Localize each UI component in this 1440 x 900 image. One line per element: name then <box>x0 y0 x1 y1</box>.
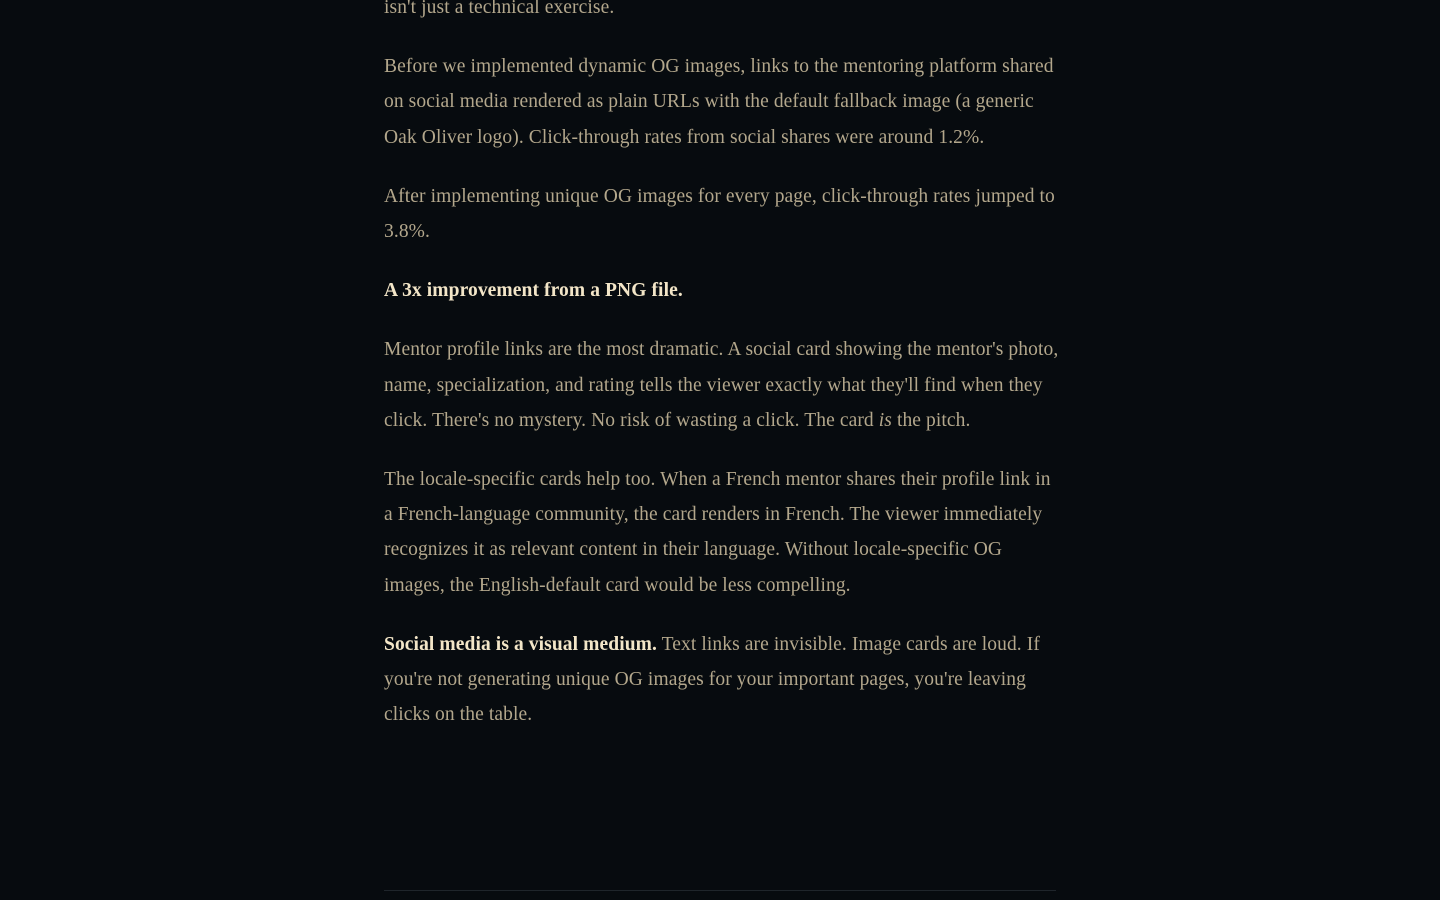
paragraph-locale-cards: The locale-specific cards help too. When a French mentor shares their profile link in a French-language community, the card renders in French. The viewer immediately recognizes it as relevant content in their language. Without locale-specific OG images, the English-default card would be less compelling. <box>384 469 1051 596</box>
mentor-text-end: the pitch. <box>891 409 971 431</box>
paragraph-before-og: Before we implemented dynamic OG images, links to the mentoring platform shared on social media rendered as plain URLs with the default fallback image (a generic Oak Oliver logo). Click-through rates from social shares were around 1.2%. <box>384 56 1054 148</box>
section-divider <box>384 890 1056 891</box>
improvement-bold: A 3x improvement from a PNG file. <box>384 280 683 302</box>
mentor-text-start: Mentor profile links are the most dramatic. A social card showing the mentor's photo, name, specialization, and rating tells the viewer exactly what they'll find when they click. There's no mystery. No risk of wasting a click. The card <box>384 339 1059 431</box>
paragraph-intro-end: isn't just a technical exercise. <box>384 0 615 18</box>
conclusion-bold: Social media is a visual medium. <box>384 633 657 655</box>
paragraph-after-og: After implementing unique OG images for every page, click-through rates jumped to 3.8%. <box>384 185 1055 243</box>
paragraph-conclusion <box>384 627 1064 733</box>
article-body <box>384 0 1064 756</box>
paragraph-improvement <box>384 273 1064 308</box>
emphasis-is: is <box>878 409 892 431</box>
conclusion-text: Text links are invisible. Image cards are loud. If you're not generating unique OG images for your important pages, you're leaving clicks on the table. <box>384 633 1040 726</box>
paragraph-mentor-profiles <box>384 332 1064 438</box>
